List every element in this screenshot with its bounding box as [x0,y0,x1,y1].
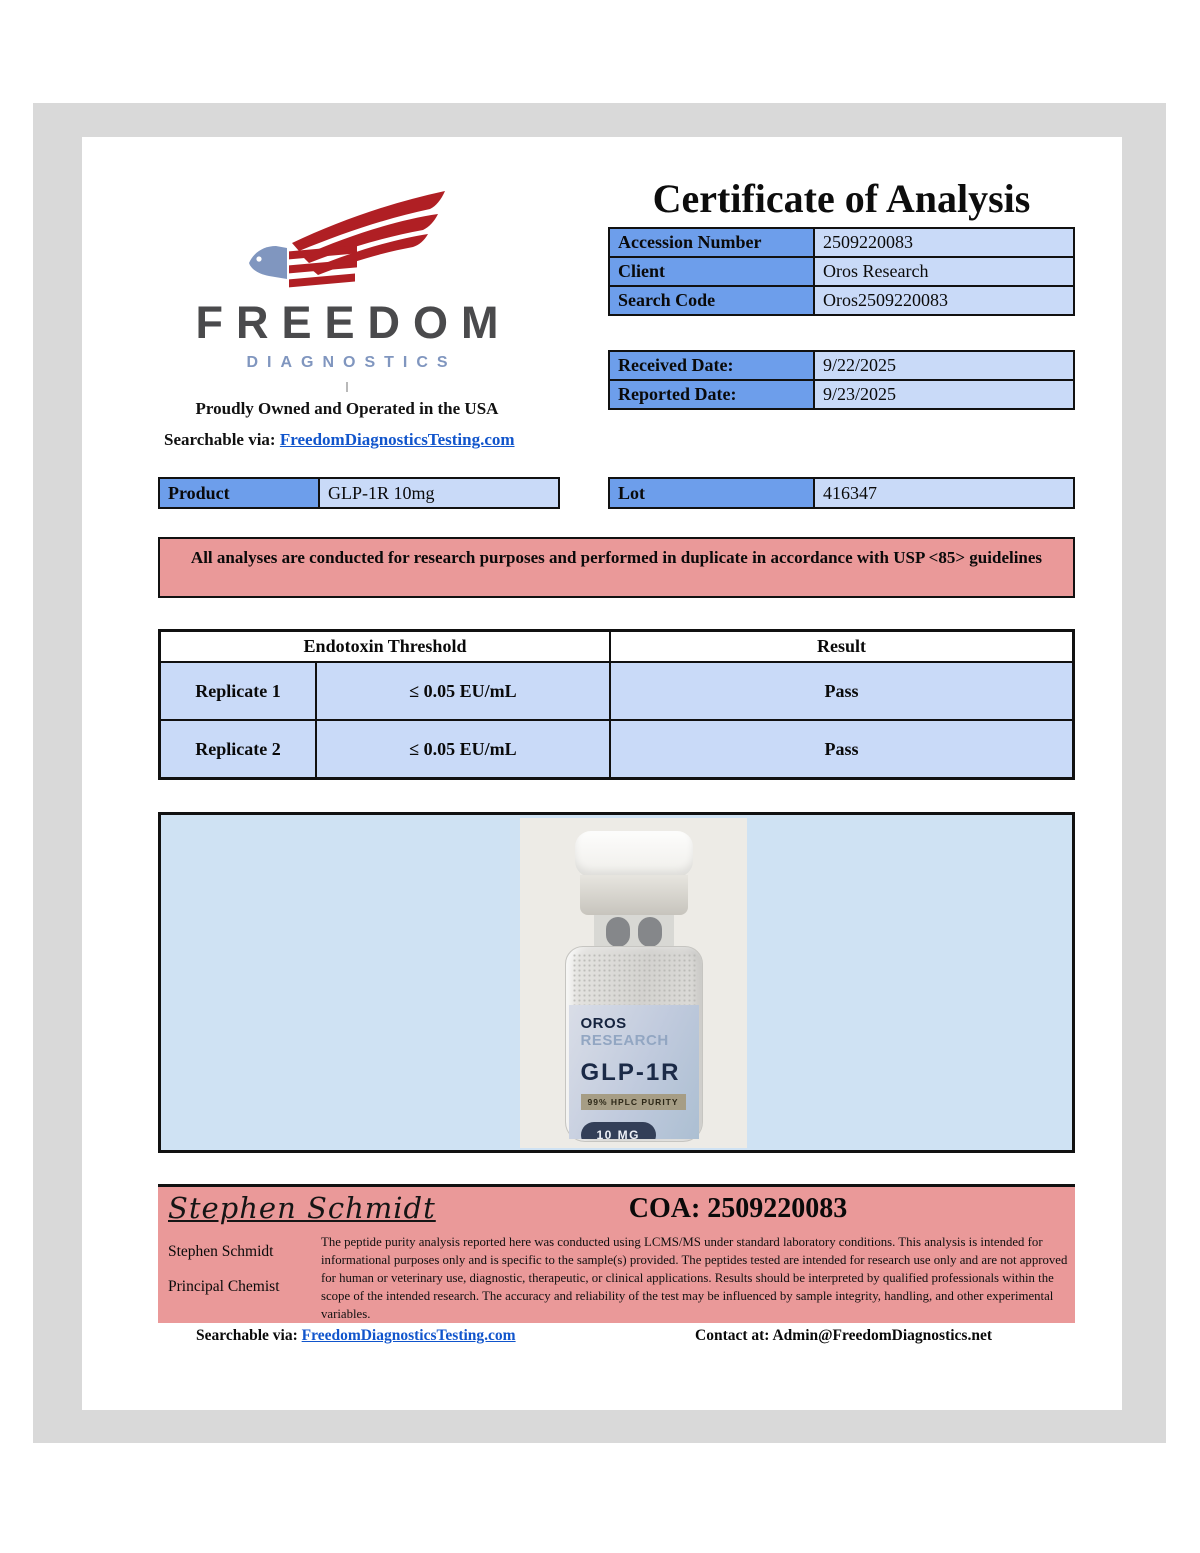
table-row [158,477,560,509]
replicate-1-label: Replicate 1 [159,661,317,721]
accession-number-value: 2509220083 [813,227,1075,258]
client-value: Oros Research [813,256,1075,287]
vial-photo [520,818,747,1148]
search-code-label: Search Code [608,285,815,316]
table-row [608,227,1075,258]
searchable-link[interactable]: FreedomDiagnosticsTesting.com [279,430,515,449]
document-page [82,137,1122,1410]
vial-powder [572,953,696,1009]
product-value: GLP-1R 10mg [318,477,560,509]
brand-name: FREEDOM [195,297,512,348]
accession-number-label: Accession Number [608,227,815,258]
vial-brand-secondary: RESEARCH [580,1032,669,1049]
vial-product-name: GLP-1R [580,1059,681,1086]
vial-dose-pill: 10 MG [581,1122,657,1139]
footer-searchable-line [196,1327,516,1345]
lot-value: 416347 [813,477,1075,509]
brand-subname: DIAGNOSTICS [246,354,457,371]
lot-label: Lot [608,477,815,509]
vial-cap-skirt [580,875,688,915]
signatory-role: Principal Chemist [168,1278,280,1295]
product-table [158,477,560,509]
page-title: Certificate of Analysis [652,176,1031,221]
table-row [608,256,1075,287]
disclaimer-text: The peptide purity analysis reported here was conducted using LCMS/MS under standard laboratory conditions. This analysis is intended for informational purposes only and is specific to the sample(s) provided. The peptides tested are intended for research use only and are not approved for human or veterinary use, diagnostic, therapeutic, or clinical applications. Results should be interpreted by qualified professionals within the scope of the intended research. The accuracy and reliability of the test may be influenced by sample integrity, handling, and other experimental variables. [321,1235,1068,1321]
table-row [608,379,1075,410]
vial-body [565,946,703,1142]
table-row [159,719,1074,779]
vial-stopper [606,917,630,947]
endotoxin-results-table [158,629,1075,780]
signature-block [158,1184,1075,1323]
replicate-2-result: Pass [609,719,1074,779]
received-date-label: Received Date: [608,350,815,381]
vial-cap [575,831,693,877]
signature-script: Stephen Schmidt [168,1191,436,1225]
logo-divider-tick [346,382,348,392]
reported-date-value: 9/23/2025 [813,379,1075,410]
header-left [152,157,542,450]
footer-searchable-label: Searchable via: [196,1327,298,1344]
vial-brand-primary: OROS [580,1015,627,1032]
footer-contact: Contact at: Admin@FreedomDiagnostics.net [695,1327,992,1344]
table-header-row [159,630,1074,663]
freedom-eagle-logo-icon [247,189,447,289]
replicate-1-result: Pass [609,661,1074,721]
vial-brand-line [581,1015,699,1049]
searchable-label: Searchable via: [164,430,276,449]
table-row [608,477,1075,509]
info-table [608,227,1075,316]
vial-label [569,1005,699,1139]
endotoxin-threshold-header: Endotoxin Threshold [159,630,611,663]
search-code-value: Oros2509220083 [813,285,1075,316]
replicate-2-label: Replicate 2 [159,719,317,779]
tagline: Proudly Owned and Operated in the USA [195,399,499,418]
received-date-value: 9/22/2025 [813,350,1075,381]
searchable-line [164,430,542,450]
table-row [159,661,1074,721]
vial-stopper [638,917,662,947]
signatory-name: Stephen Schmidt [168,1243,274,1260]
coa-number-heading: COA: 2509220083 [628,1193,848,1224]
product-label: Product [158,477,320,509]
table-row [608,285,1075,316]
page-matte [33,103,1166,1443]
dates-table [608,350,1075,410]
research-notice-banner: All analyses are conducted for research purposes and performed in duplicate in accordance with USP <85> guidelines [158,537,1075,598]
lot-table [608,477,1075,509]
vial-purity-badge: 99% HPLC PURITY [581,1094,686,1110]
client-label: Client [608,256,815,287]
reported-date-label: Reported Date: [608,379,815,410]
table-row [608,350,1075,381]
product-photo-panel [158,812,1075,1153]
replicate-1-threshold: ≤ 0.05 EU/mL [315,661,611,721]
footer-searchable-link[interactable]: FreedomDiagnosticsTesting.com [301,1327,516,1344]
result-header: Result [609,630,1074,663]
replicate-2-threshold: ≤ 0.05 EU/mL [315,719,611,779]
vial-neck [594,915,674,949]
